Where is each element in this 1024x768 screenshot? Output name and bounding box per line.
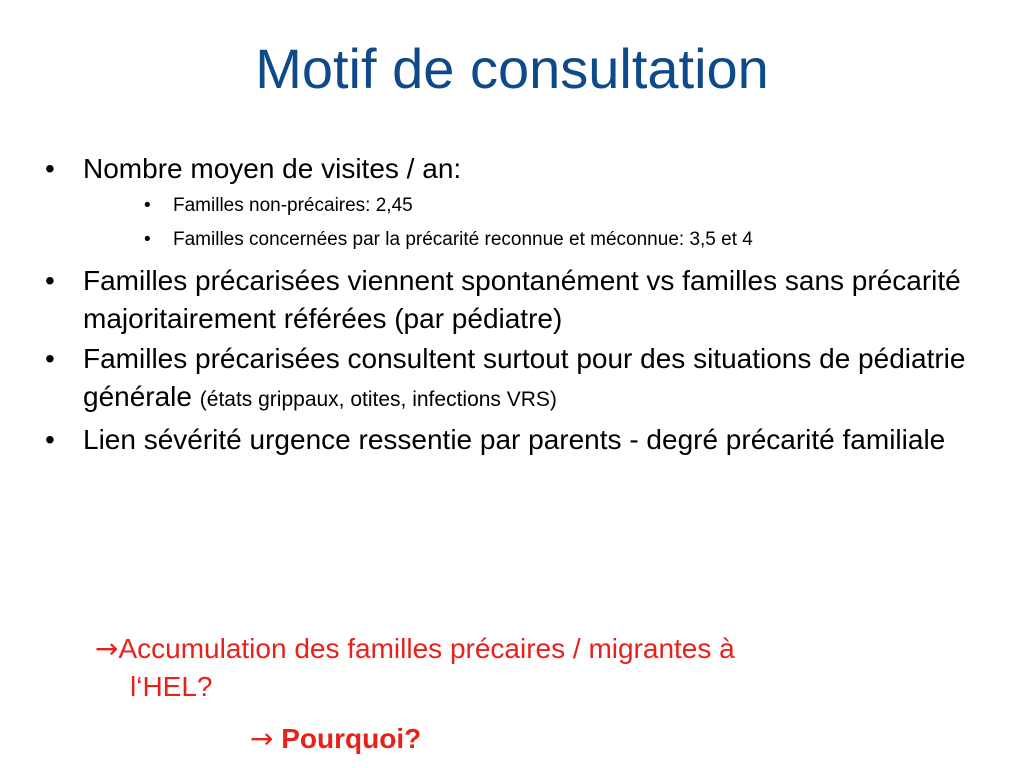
bullet-item-general-pediatrics bbox=[40, 340, 990, 419]
bullet-icon: • bbox=[45, 343, 55, 374]
slide-title: Motif de consultation bbox=[255, 37, 769, 100]
bullet-icon: • bbox=[144, 229, 151, 250]
conclusion-line-2: l‘HEL? bbox=[130, 671, 213, 702]
arrow-right-icon: → bbox=[250, 722, 274, 755]
bullet-icon: • bbox=[144, 195, 151, 216]
conclusion-text: Accumulation des familles précaires / migrantes à bbox=[118, 633, 735, 664]
why-text: Pourquoi? bbox=[281, 723, 422, 754]
bullet-icon: • bbox=[45, 424, 55, 455]
bullet-item-severity bbox=[40, 421, 990, 459]
bullet-text: Familles précarisées viennent spontanément vs familles sans précarité majoritairement référées (par pédiatre) bbox=[83, 265, 961, 334]
sub-bullet-text: Familles non-précaires: 2,45 bbox=[173, 195, 413, 216]
bullet-note: (états grippaux, otites, infections VRS) bbox=[199, 388, 557, 411]
conclusion-line-1 bbox=[95, 630, 895, 668]
bullet-text: Nombre moyen de visites / an: bbox=[83, 153, 462, 184]
sub-bullet-item-non-precarious bbox=[40, 194, 990, 218]
bullet-text: Familles précarisées consultent surtout pour des situations de pédiatrie générale bbox=[83, 343, 966, 412]
bullet-list bbox=[40, 150, 990, 461]
arrow-right-icon: → bbox=[95, 632, 119, 665]
sub-bullet-text: Familles concernées par la précarité reconnue et méconnue: 3,5 et 4 bbox=[173, 229, 753, 250]
conclusion bbox=[95, 630, 895, 706]
bullet-item-spontaneous bbox=[40, 262, 990, 338]
sub-bullet-item-precarious bbox=[40, 228, 990, 252]
bullet-icon: • bbox=[45, 153, 55, 184]
bullet-item-visits bbox=[40, 150, 990, 188]
sub-bullet-list bbox=[40, 194, 990, 252]
bullet-text: Lien sévérité urgence ressentie par parents - degré précarité familiale bbox=[83, 424, 946, 455]
bullet-icon: • bbox=[45, 265, 55, 296]
why-question bbox=[250, 720, 421, 758]
